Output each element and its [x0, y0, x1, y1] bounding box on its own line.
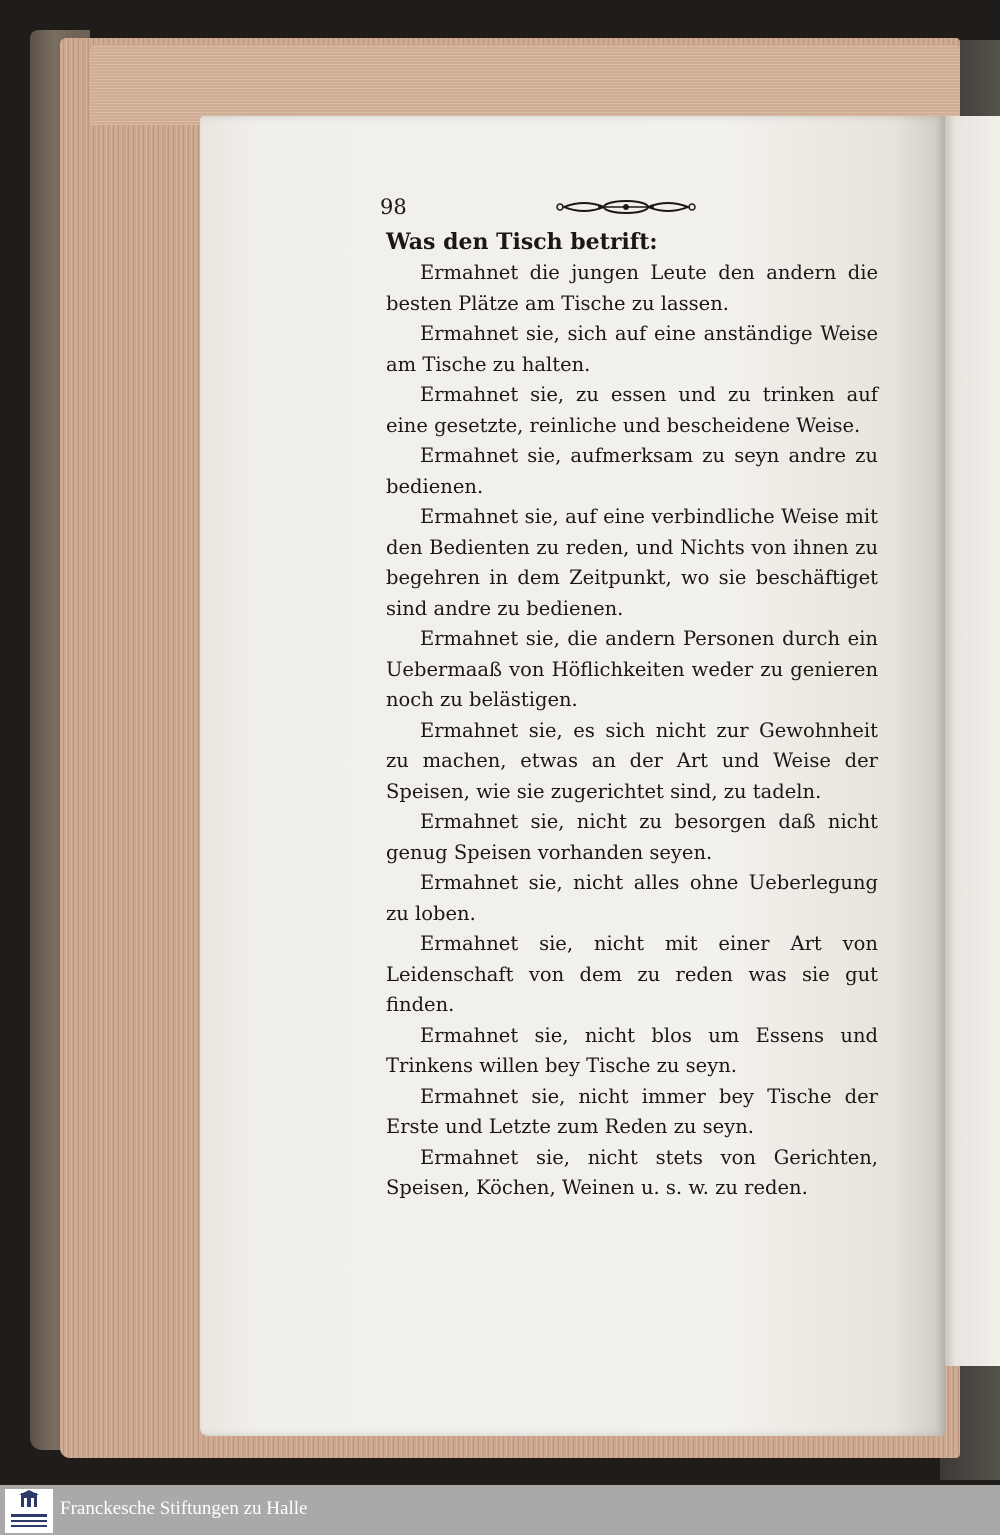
page-header [380, 195, 878, 225]
paragraph: Ermahnet sie, nicht zu besorgen daß nicht genug Speisen vorhanden seyen. [386, 810, 878, 864]
footer-bar [0, 1485, 1000, 1535]
facing-page [940, 116, 1000, 1366]
paragraph: Ermahnet sie, nicht stets von Gerichten, Speisen, Köchen, Weinen u. s. w. zu reden. [386, 1145, 878, 1199]
paragraph: Ermahnet sie, zu essen und zu trinken auf eine gesetzte, reinliche und bescheidene Weise. [386, 383, 878, 437]
ornament-icon [554, 197, 698, 217]
paragraph: Ermahnet sie, nicht mit einer Art von Leidenschaft von dem zu reden was sie gut finden. [386, 932, 878, 1016]
page-edges-top [90, 45, 960, 125]
paragraph: Ermahnet sie, nicht blos um Essens und Trinkens willen bey Tische zu seyn. [386, 1023, 878, 1077]
page-number: 98 [380, 195, 407, 219]
paragraph-list [386, 258, 878, 1204]
section-heading: Was den Tisch betrift: [386, 229, 658, 255]
franckesche-stiftungen-logo-icon [5, 1489, 53, 1533]
paragraph: Ermahnet sie, sich auf eine anständige Weise am Tische zu halten. [386, 322, 878, 376]
paragraph: Ermahnet sie, auf eine verbindliche Weise mit den Bedienten zu reden, und Nichts von ihnen zu begehren in dem Zeitpunkt, wo sie beschäftiget sind andre zu bedienen. [386, 505, 878, 620]
paragraph: Ermahnet sie, aufmerksam zu seyn andre zu bedienen. [386, 444, 878, 498]
page-text [380, 195, 878, 1204]
paragraph: Ermahnet sie, es sich nicht zur Gewohnheit zu machen, etwas an der Art und Weise der Speisen, wie sie zugerichtet sind, zu tadeln. [386, 718, 878, 803]
institution-name: Franckesche Stiftungen zu Halle [60, 1498, 308, 1519]
paragraph: Ermahnet sie, nicht alles ohne Ueberlegung zu loben. [386, 871, 878, 925]
paragraph: Ermahnet die jungen Leute den andern die besten Plätze am Tische zu lassen. [386, 261, 878, 315]
paragraph: Ermahnet sie, die andern Personen durch ein Uebermaaß von Höflichkeiten weder zu genieren noch zu belästigen. [386, 627, 878, 711]
paragraph: Ermahnet sie, nicht immer bey Tische der Erste und Letzte zum Reden zu seyn. [386, 1084, 878, 1138]
